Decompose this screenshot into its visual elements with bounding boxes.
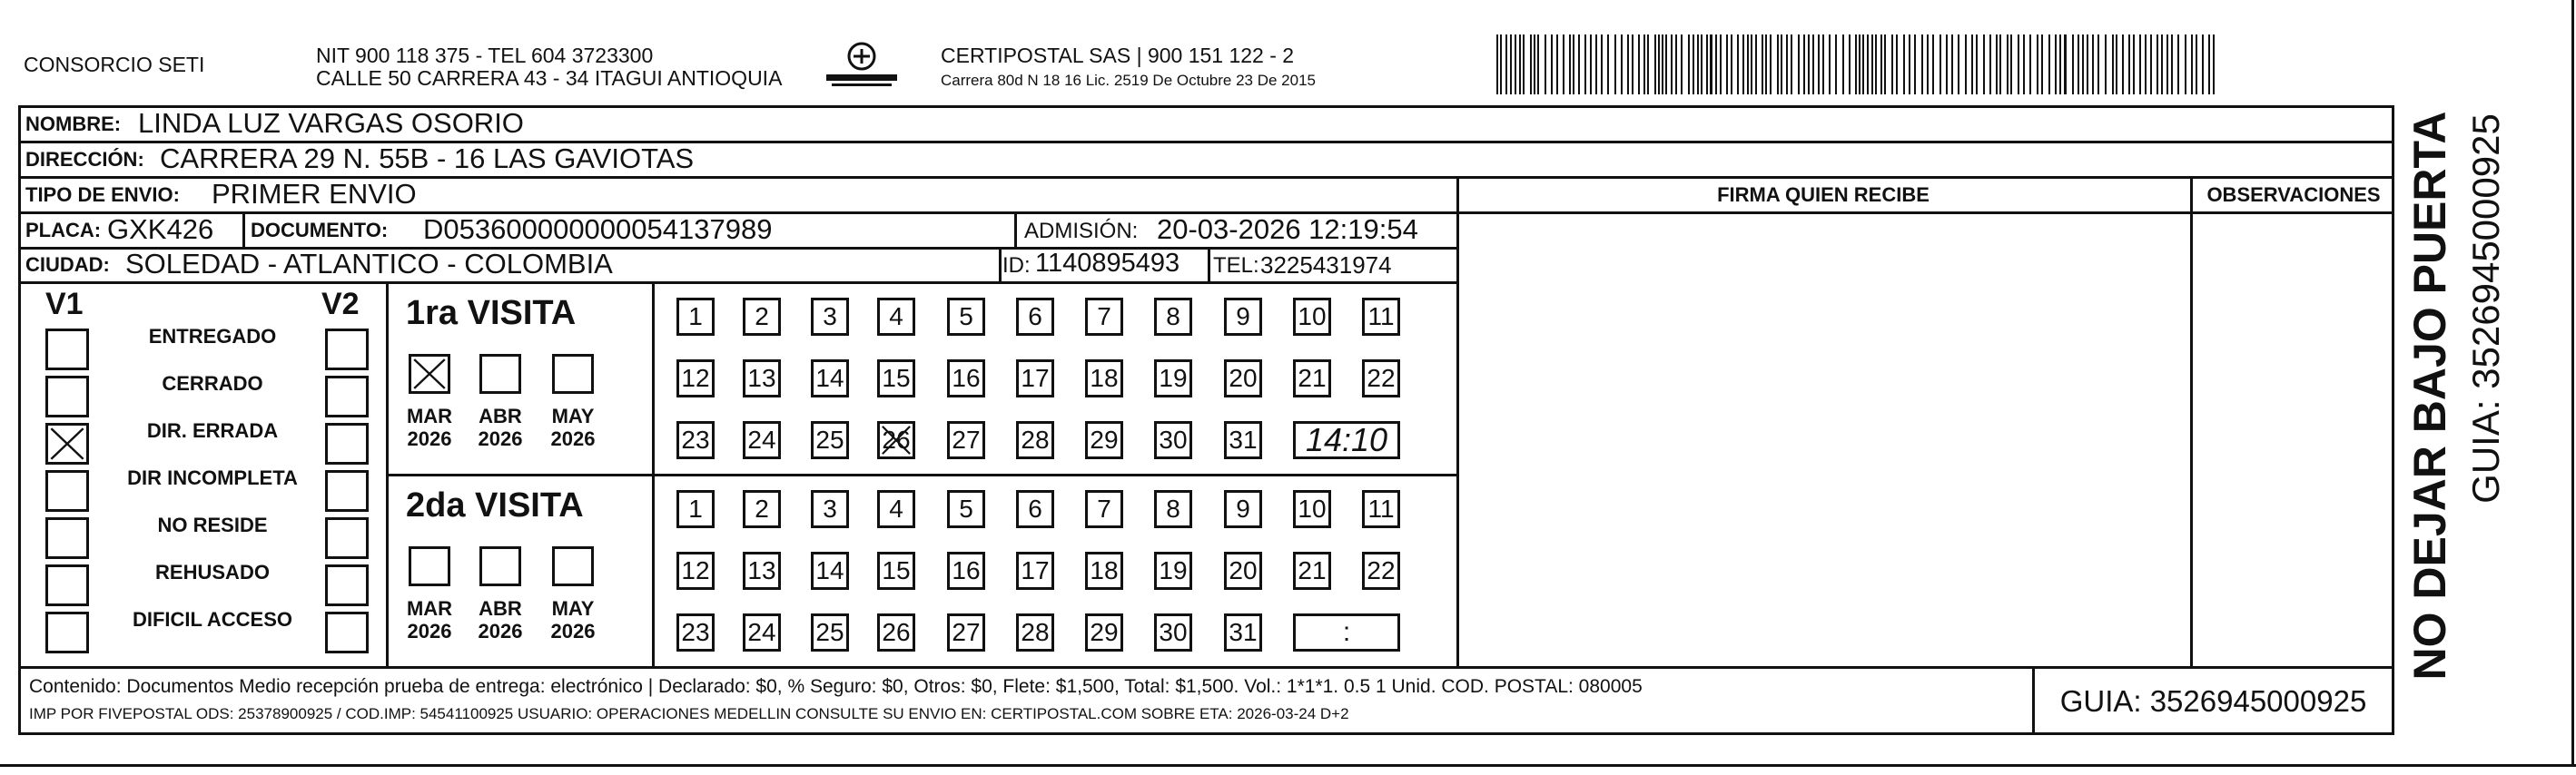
day-box[interactable]: 8 (1154, 298, 1192, 336)
month-checkbox[interactable] (479, 354, 521, 394)
barcode (1496, 34, 2217, 94)
day-box[interactable]: 19 (1154, 359, 1192, 397)
day-box[interactable]: 31 (1224, 613, 1262, 652)
day-box[interactable]: 2 (743, 298, 781, 336)
documento-label: DOCUMENTO: (251, 219, 389, 241)
tipo-envio-label: TIPO DE ENVIO: (25, 183, 180, 206)
day-box[interactable]: 4 (877, 298, 915, 336)
company-name: CONSORCIO SETI (24, 53, 205, 76)
day-box[interactable]: 23 (676, 421, 715, 459)
day-box[interactable]: 13 (743, 359, 781, 397)
footer-guia: GUIA: 3526945000925 (2059, 684, 2367, 718)
day-box[interactable]: 1 (676, 490, 715, 528)
month-checkbox[interactable] (552, 354, 594, 394)
day-box[interactable]: 6 (1016, 490, 1054, 528)
direccion-value: CARRERA 29 N. 55B - 16 LAS GAVIOTAS (160, 142, 695, 174)
observaciones-label: OBSERVACIONES (2206, 183, 2381, 206)
day-box[interactable]: 18 (1085, 359, 1123, 397)
day-box[interactable]: 9 (1224, 298, 1262, 336)
day-box[interactable]: 6 (1016, 298, 1054, 336)
status-v2-checkbox[interactable] (325, 423, 369, 465)
day-box[interactable]: 23 (676, 613, 715, 652)
day-box[interactable]: 7 (1085, 490, 1123, 528)
day-box[interactable]: 30 (1154, 613, 1192, 652)
day-box[interactable]: 5 (947, 298, 985, 336)
day-box[interactable]: 27 (947, 613, 985, 652)
month-label: ABR 2026 (478, 405, 523, 451)
day-box[interactable]: 20 (1224, 359, 1262, 397)
status-v2-checkbox[interactable] (325, 517, 369, 559)
status-label: DIFICIL ACCESO (132, 608, 292, 631)
visit-title: 1ra VISITA (406, 294, 577, 332)
documento-value: D053600000000054137989 (423, 213, 773, 245)
direccion-label: DIRECCIÓN: (25, 148, 144, 171)
day-box[interactable]: 16 (947, 552, 985, 590)
day-box[interactable]: 18 (1085, 552, 1123, 590)
tipo-envio-value: PRIMER ENVIO (212, 178, 417, 210)
day-box[interactable]: 14 (811, 552, 849, 590)
day-box[interactable]: 22 (1362, 359, 1400, 397)
certipostal-line2: Carrera 80d N 18 16 Lic. 2519 De Octubre 23 De 2015 (941, 72, 1316, 89)
day-box[interactable]: 20 (1224, 552, 1262, 590)
v1-label: V1 (45, 287, 84, 321)
day-box[interactable]: 8 (1154, 490, 1192, 528)
x-mark-icon (880, 424, 913, 456)
firma-label: FIRMA QUIEN RECIBE (1717, 183, 1930, 206)
day-box[interactable]: 24 (743, 421, 781, 459)
day-box[interactable]: 16 (947, 359, 985, 397)
month-label: MAY 2026 (550, 405, 596, 451)
month-checkbox[interactable] (479, 546, 521, 586)
day-box[interactable]: 1 (676, 298, 715, 336)
day-box[interactable]: 27 (947, 421, 985, 459)
status-v2-checkbox[interactable] (325, 564, 369, 606)
admision-label: ADMISIÓN: (1024, 219, 1139, 243)
day-box[interactable]: 15 (877, 359, 915, 397)
day-box[interactable]: 29 (1085, 421, 1123, 459)
day-box[interactable]: 11 (1362, 298, 1400, 336)
month-label: MAR 2026 (406, 597, 453, 643)
v2-label: V2 (321, 287, 360, 321)
day-box[interactable]: 21 (1293, 552, 1331, 590)
day-box[interactable]: 13 (743, 552, 781, 590)
id-label: ID: (1002, 253, 1031, 278)
day-box[interactable]: 7 (1085, 298, 1123, 336)
day-box[interactable]: 15 (877, 552, 915, 590)
address-line: CALLE 50 CARRERA 43 - 34 ITAGUI ANTIOQUIA (316, 66, 783, 90)
observaciones-box[interactable] (2193, 211, 2394, 666)
month-label: ABR 2026 (478, 597, 523, 643)
status-label: NO RESIDE (157, 514, 268, 536)
day-box[interactable]: 10 (1293, 490, 1331, 528)
nombre-value: LINDA LUZ VARGAS OSORIO (138, 107, 524, 139)
day-box[interactable]: 10 (1293, 298, 1331, 336)
certipostal-logo-icon (821, 38, 903, 91)
day-box[interactable]: 19 (1154, 552, 1192, 590)
day-box[interactable]: 31 (1224, 421, 1262, 459)
status-v2-checkbox[interactable] (325, 612, 369, 653)
day-box[interactable]: 26 (877, 421, 915, 459)
footer-line2: IMP POR FIVEPOSTAL ODS: 25378900925 / COD.IMP: 54541100925 USUARIO: OPERACIONES MEDELLIN CONSULTE SU ENVIO EN: CERTIPOSTAL.COM SOBRE ETA: 2026-03-24 D+2 (29, 705, 1349, 722)
day-box[interactable]: 21 (1293, 359, 1331, 397)
day-box[interactable]: 24 (743, 613, 781, 652)
ciudad-value: SOLEDAD - ATLANTICO - COLOMBIA (125, 248, 613, 280)
signature-box[interactable] (1459, 211, 2190, 666)
tel-value: 3225431974 (1260, 251, 1392, 279)
visit-time-box[interactable]: : (1293, 613, 1400, 652)
day-box[interactable]: 12 (676, 552, 715, 590)
visit-title: 2da VISITA (406, 486, 584, 525)
month-label: MAY 2026 (550, 597, 596, 643)
status-label: REHUSADO (155, 561, 270, 584)
placa-value: GXK426 (107, 213, 214, 245)
visit-time-box[interactable]: 14:10 (1293, 421, 1400, 459)
status-label: CERRADO (162, 372, 263, 395)
day-box[interactable]: 12 (676, 359, 715, 397)
day-box[interactable]: 17 (1016, 552, 1054, 590)
day-box[interactable]: 9 (1224, 490, 1262, 528)
day-box[interactable]: 3 (811, 298, 849, 336)
month-checkbox[interactable] (409, 546, 450, 586)
month-checkbox[interactable] (409, 354, 450, 394)
day-box[interactable]: 28 (1016, 421, 1054, 459)
day-box[interactable]: 11 (1362, 490, 1400, 528)
day-box[interactable]: 28 (1016, 613, 1054, 652)
placa-label: PLACA: (25, 219, 102, 241)
month-label: MAR 2026 (406, 405, 453, 451)
status-label: DIR INCOMPLETA (127, 466, 298, 489)
status-v2-checkbox[interactable] (325, 329, 369, 370)
nit-line: NIT 900 118 375 - TEL 604 3723300 (316, 44, 654, 67)
day-box[interactable]: 25 (811, 613, 849, 652)
day-box[interactable]: 22 (1362, 552, 1400, 590)
status-v2-checkbox[interactable] (325, 376, 369, 417)
side-guia: GUIA: 3526945000925 (2464, 113, 2507, 504)
footer-line1: Contenido: Documentos Medio recepción prueba de entrega: electrónico | Declarado: $0, % Seguro: $0, Otros: $0, Flete: $1,500, Total: $1,500. Vol.: 1*1*1. 0.5 1 Unid. COD. POSTAL: 080005 (29, 676, 1643, 697)
day-box[interactable]: 17 (1016, 359, 1054, 397)
status-label: DIR. ERRADA (146, 419, 279, 442)
x-mark-icon (411, 357, 448, 391)
ciudad-label: CIUDAD: (25, 253, 110, 276)
day-box[interactable]: 2 (743, 490, 781, 528)
status-v2-checkbox[interactable] (325, 470, 369, 512)
day-box[interactable]: 3 (811, 490, 849, 528)
day-box[interactable]: 5 (947, 490, 985, 528)
day-box[interactable]: 26 (877, 613, 915, 652)
month-checkbox[interactable] (552, 546, 594, 586)
day-box[interactable]: 14 (811, 359, 849, 397)
day-box[interactable]: 4 (877, 490, 915, 528)
day-box[interactable]: 30 (1154, 421, 1192, 459)
id-value: 1140895493 (1035, 249, 1180, 278)
nombre-label: NOMBRE: (25, 113, 122, 135)
certipostal-line1: CERTIPOSTAL SAS | 900 151 122 - 2 (941, 44, 1295, 67)
tel-label: TEL: (1213, 253, 1259, 278)
certipostal-logo (821, 38, 903, 91)
status-label: ENTREGADO (148, 325, 277, 348)
admision-value: 20-03-2026 12:19:54 (1157, 213, 1418, 245)
no-dejar-bajo-puerta: NO DEJAR BAJO PUERTA (2404, 111, 2455, 681)
day-box[interactable]: 25 (811, 421, 849, 459)
day-box[interactable]: 29 (1085, 613, 1123, 652)
